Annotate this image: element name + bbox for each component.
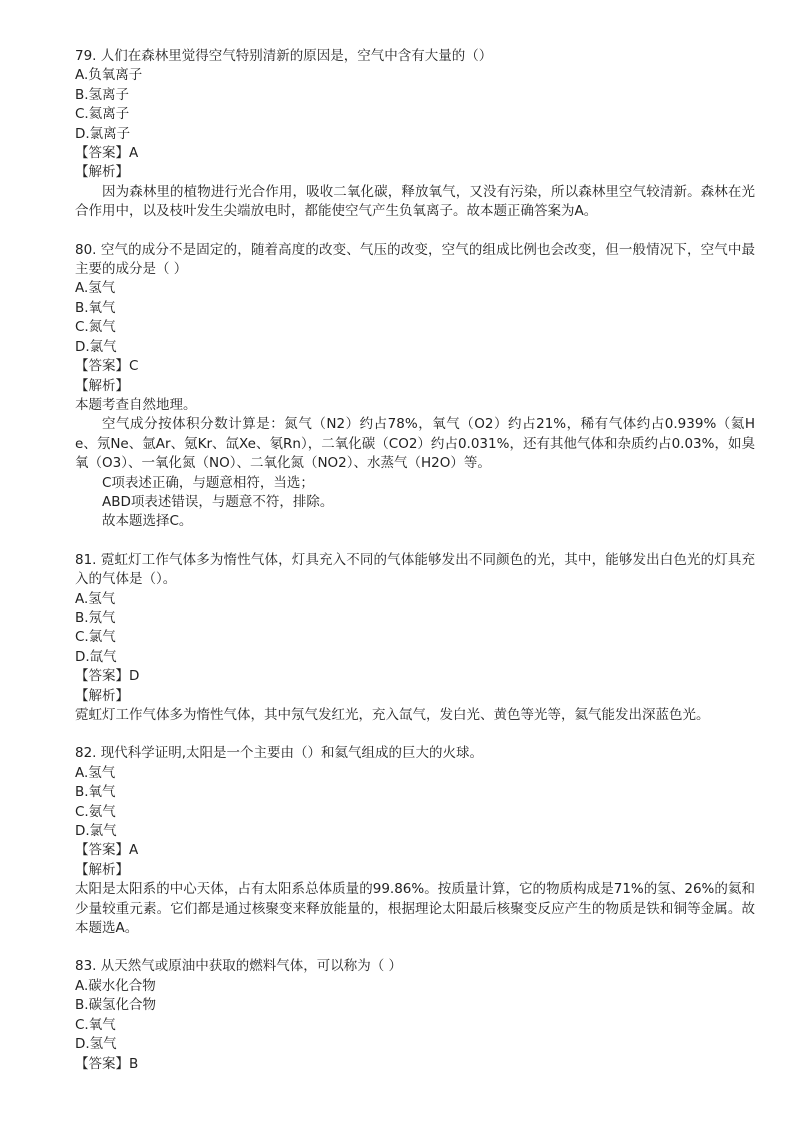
option-c: C.氮气 [75,319,116,336]
option-b: B.氖气 [75,609,116,626]
analysis-paragraph: C项表述正确，与题意相符，当选； [102,474,314,491]
analysis-paragraph: 本题考查自然地理。 [75,396,197,413]
analysis-label: 【解析】 [75,687,129,704]
question-79 [75,47,755,222]
option-c: C.氦离子 [75,106,130,123]
option-a: A.氢气 [75,764,116,781]
option-d: D.氯离子 [75,125,131,142]
question-80 [75,241,755,532]
option-d: D.氯气 [75,338,117,355]
answer-line: 【答案】A [75,842,139,859]
answer-line: 【答案】C [75,358,139,375]
question-83 [75,957,755,1073]
analysis-label: 【解析】 [75,164,129,181]
option-a: A.氢气 [75,280,116,297]
question-stem: 83. 从天然气或原油中获取的燃料气体，可以称为（ ） [75,958,403,975]
question-stem: 81. 霓虹灯工作气体多为惰性气体，灯具充入不同的气体能够发出不同颜色的光，其中，能够发出白色光的灯具充入的气体是（）。 [75,551,755,588]
analysis-label: 【解析】 [75,861,129,878]
analysis-paragraph: 太阳是太阳系的中心天体，占有太阳系总体质量的99.86%。按质量计算，它的物质构成是71%的氢、26%的氦和少量较重元素。它们都是通过核聚变来释放能量的，根据理论太阳最后核聚变反应产生的物质是铁和铜等金属。故本题选A。 [75,881,755,937]
answer-line: 【答案】A [75,145,139,162]
option-a: A.负氧离子 [75,67,143,84]
analysis-paragraph: 故本题选择C。 [102,513,193,530]
question-stem: 79. 人们在森林里觉得空气特别清新的原因是，空气中含有大量的（） [75,48,493,64]
document-page [75,47,755,1093]
analysis-paragraph: 霓虹灯工作气体多为惰性气体，其中氖气发红光，充入氙气，发白光、黄色等光等，氦气能发出深蓝色光。 [75,707,710,723]
option-d: D.氙气 [75,648,117,665]
option-b: B.氧气 [75,784,116,801]
option-c: C.氨气 [75,803,116,820]
question-stem: 80. 空气的成分不是固定的，随着高度的改变、气压的改变，空气的组成比例也会改变，但一般情况下，空气中最主要的成分是（ ） [75,241,755,278]
option-c: C.氯气 [75,629,116,646]
analysis-paragraph: ABD项表述错误，与题意不符，排除。 [102,493,334,510]
option-c: C.氧气 [75,1016,116,1033]
analysis-paragraph: 因为森林里的植物进行光合作用，吸收二氧化碳，释放氧气，又没有污染，所以森林里空气较清新。森林在光合作用中，以及枝叶发生尖端放电时，都能使空气产生负氧离子。故本题正确答案为A。 [75,183,755,220]
answer-line: 【答案】D [75,668,140,685]
option-d: D.氢气 [75,1036,117,1053]
question-82 [75,744,755,938]
analysis-paragraph: 空气成分按体积分数计算是：氮气（N2）约占78%，氧气（O2）约占21%，稀有气体约占0.939%（氦He、氖Ne、氩Ar、氪Kr、氙Xe、氡Rn），二氧化碳（CO2）约占0.031%，还有其他气体和杂质约占0.03%，如臭氧（O3）、一氧化氮（NO）、二氧化氮（NO2）、水蒸气（H2O）等。 [75,416,755,472]
analysis-label: 【解析】 [75,377,129,394]
option-a: A.碳水化合物 [75,977,156,994]
question-81 [75,551,755,726]
option-b: B.氧气 [75,299,116,316]
option-d: D.氯气 [75,823,117,840]
answer-line: 【答案】B [75,1055,139,1072]
option-a: A.氢气 [75,590,116,607]
option-b: B.碳氢化合物 [75,997,157,1014]
question-stem: 82. 现代科学证明,太阳是一个主要由（）和氦气组成的巨大的火球。 [75,745,484,762]
option-b: B.氢离子 [75,86,130,103]
